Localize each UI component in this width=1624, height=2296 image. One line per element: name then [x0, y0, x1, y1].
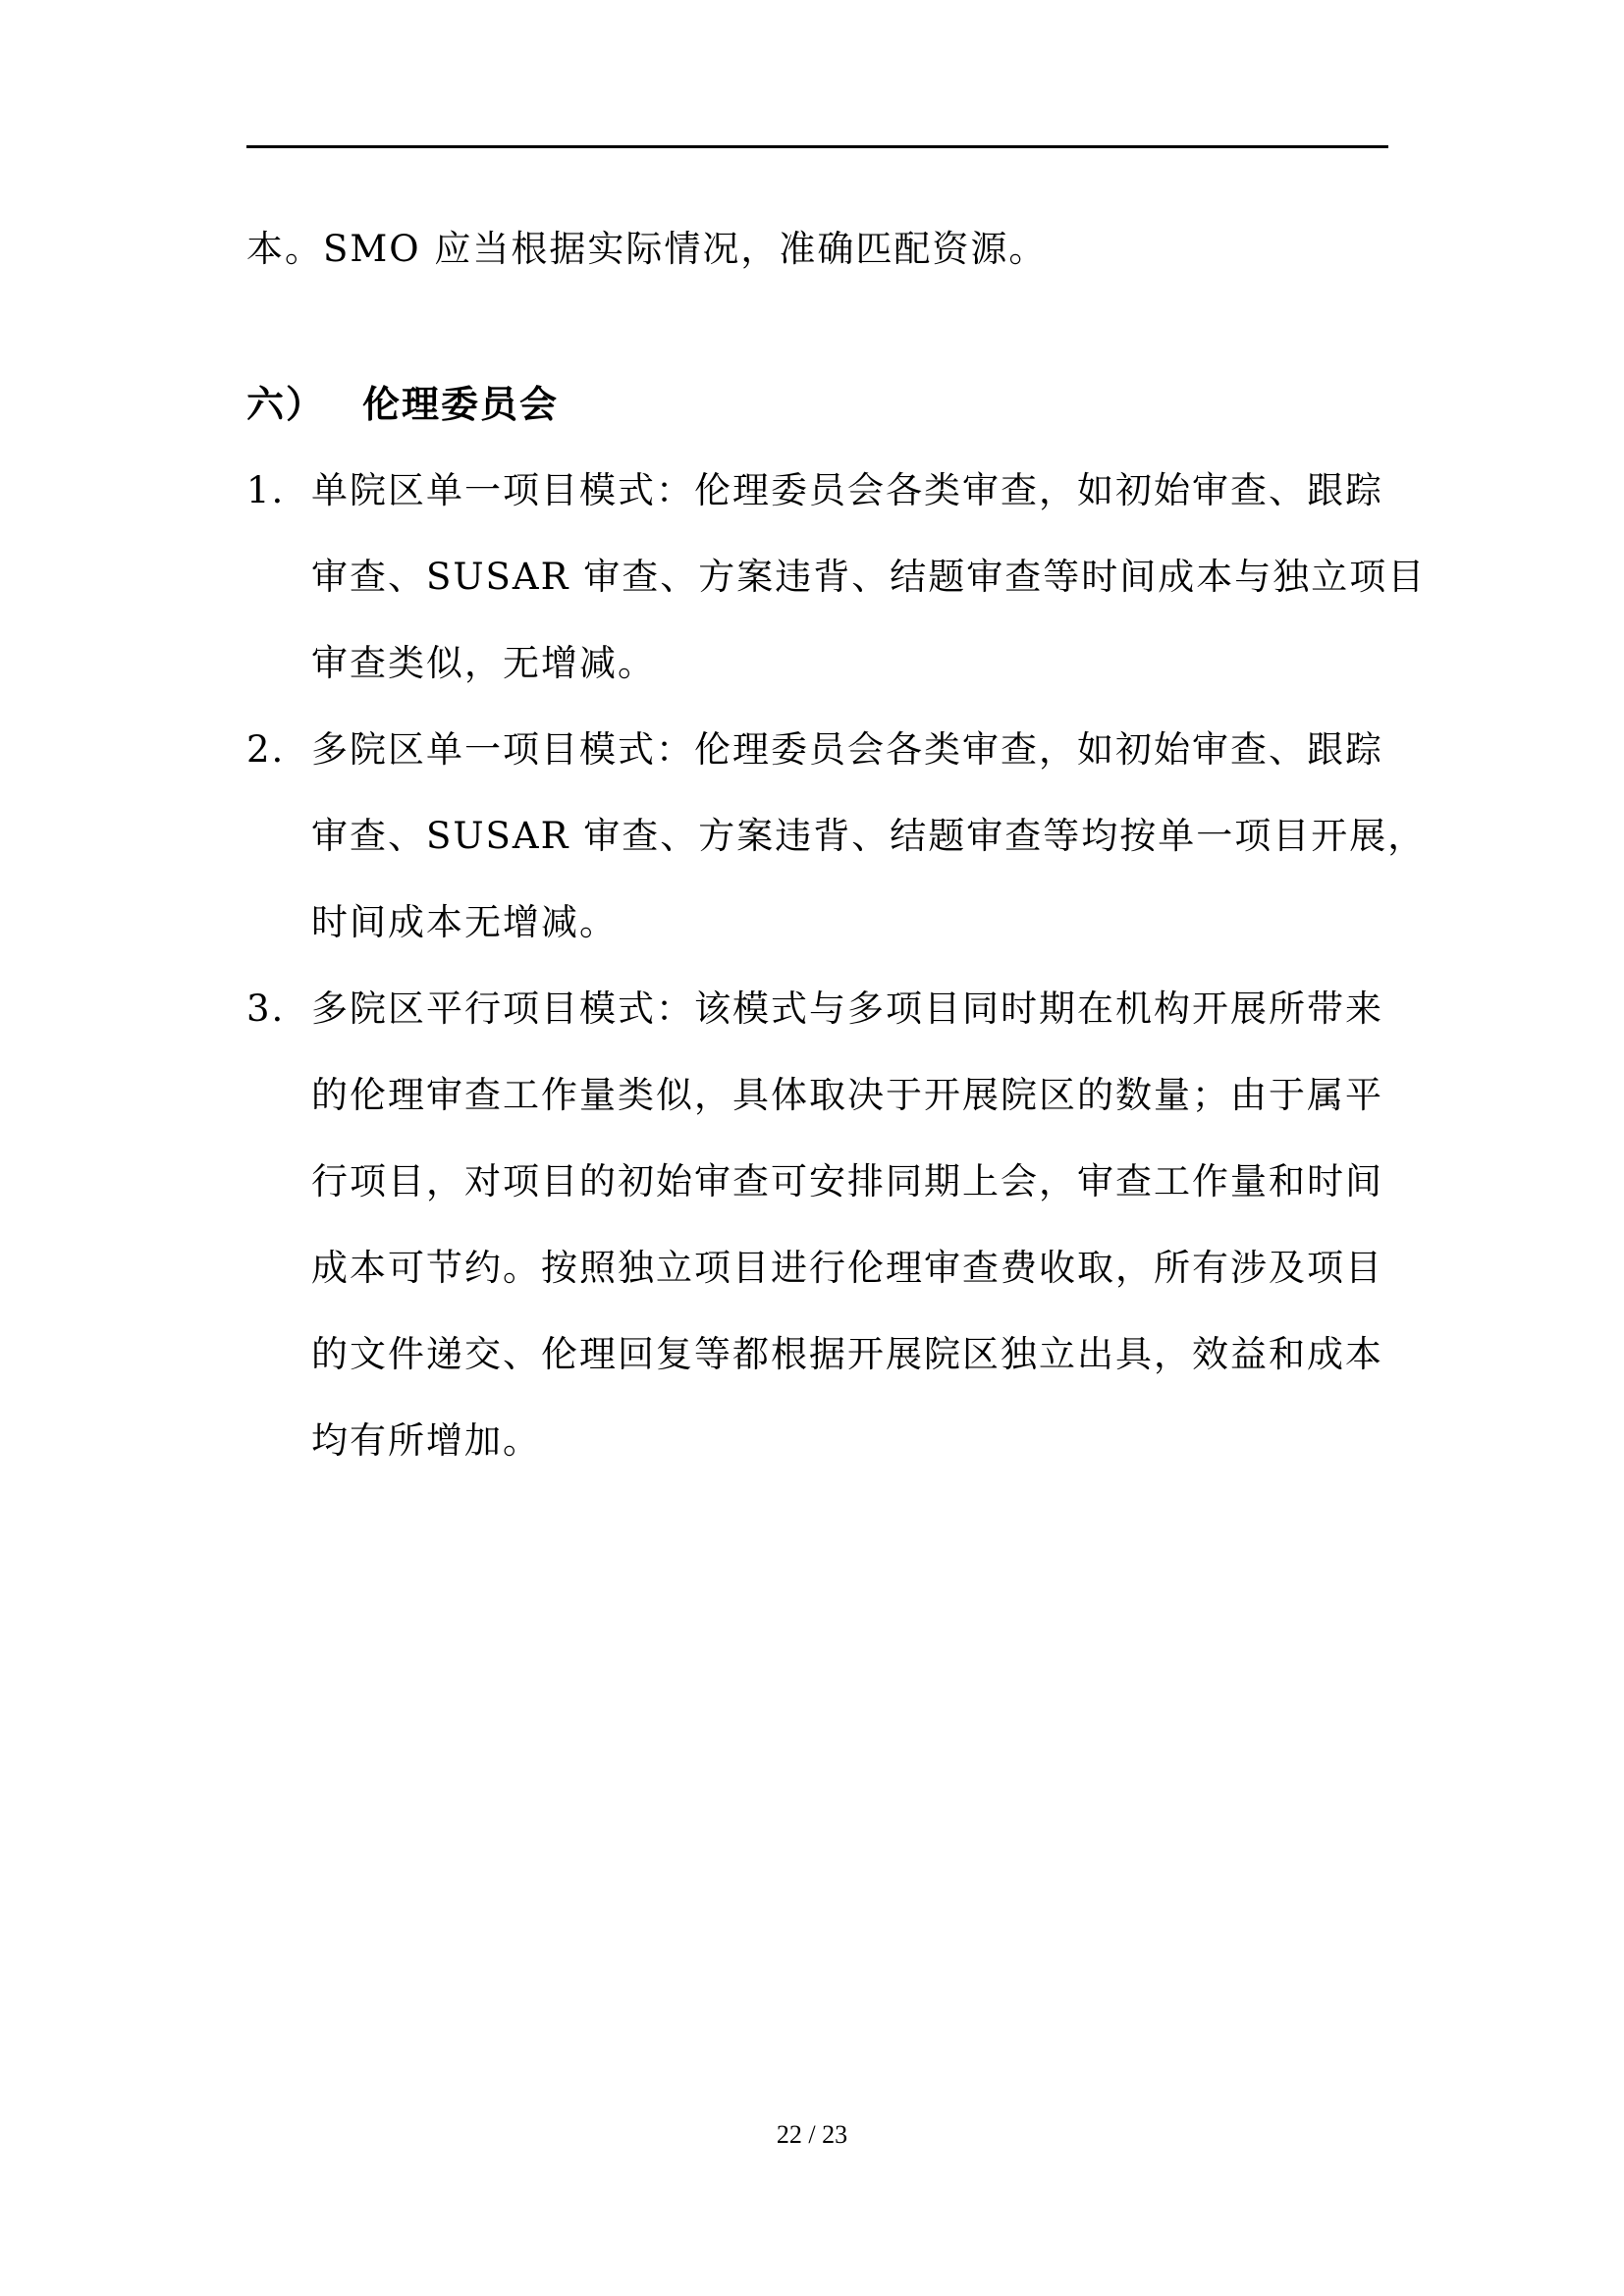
list-marker: 1.	[246, 469, 286, 511]
header-rule	[246, 145, 1388, 148]
list-item-line: 审查、SUSAR 审查、方案违背、结题审查等时间成本与独立项目	[311, 556, 1427, 598]
numbered-list	[246, 448, 1427, 1484]
list-item-line: 的文件递交、伦理回复等都根据开展院区独立出具，效益和成本	[311, 1333, 1383, 1375]
list-item-1	[246, 448, 1427, 707]
list-item-line: 的伦理审查工作量类似，具体取决于开展院区的数量；由于属平	[311, 1074, 1383, 1116]
list-item-line: 审查、SUSAR 审查、方案违背、结题审查等均按单一项目开展，	[311, 815, 1427, 857]
list-item-line: 均有所增加。	[311, 1419, 541, 1462]
list-item-line: 成本可节约。按照独立项目进行伦理审查费收取，所有涉及项目	[311, 1247, 1383, 1289]
list-item-line: 行项目，对项目的初始审查可安排同期上会，审查工作量和时间	[311, 1160, 1383, 1202]
list-item-2	[246, 707, 1427, 966]
section-title: 伦理委员会	[362, 383, 560, 426]
section-number: 六）	[246, 383, 326, 426]
list-item-line: 多院区平行项目模式：该模式与多项目同时期在机构开展所带来	[311, 988, 1383, 1030]
list-item-line: 多院区单一项目模式：伦理委员会各类审查，如初始审查、跟踪	[311, 728, 1383, 771]
list-item-line: 时间成本无增减。	[311, 901, 618, 943]
list-marker: 2.	[246, 728, 286, 771]
list-item-line: 审查类似，无增减。	[311, 642, 656, 684]
page-content	[246, 206, 1427, 1484]
page-number: 22 / 23	[776, 2120, 848, 2149]
section-heading	[246, 361, 1388, 448]
intro-paragraph: 本。SMO 应当根据实际情况，准确匹配资源。	[246, 228, 1048, 270]
list-item-3	[246, 966, 1388, 1484]
list-marker: 3.	[246, 988, 286, 1030]
list-item-line: 单院区单一项目模式：伦理委员会各类审查，如初始审查、跟踪	[311, 469, 1383, 511]
